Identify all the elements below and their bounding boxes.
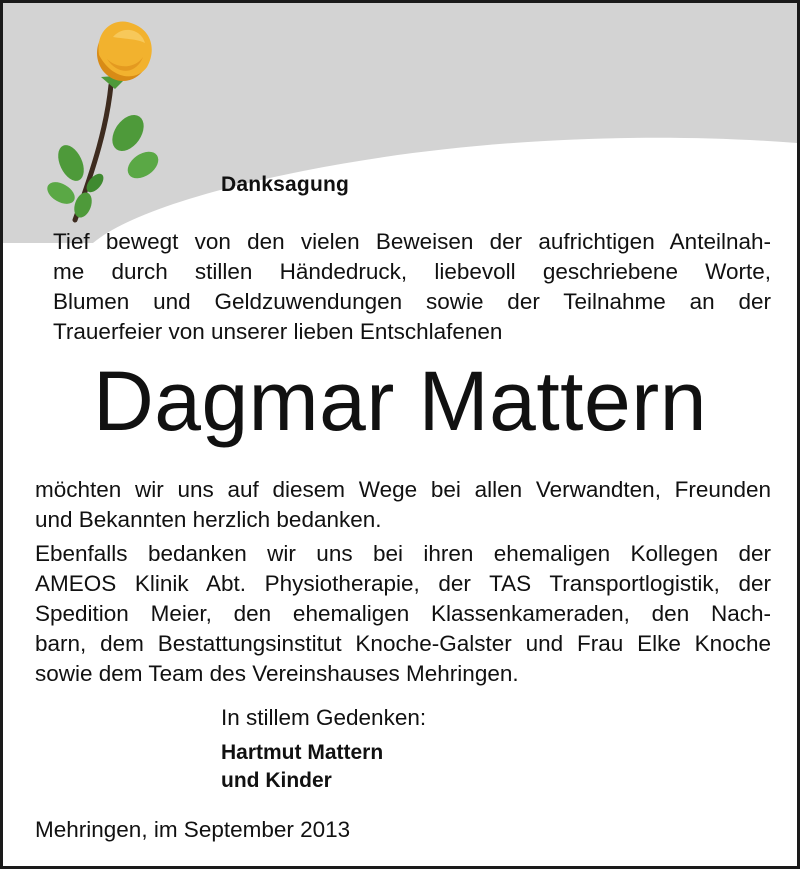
notice-heading: Danksagung [221,173,350,196]
thanks-line: sowie dem Team des Vereinshauses Mehringen. [35,661,519,686]
thanks-line: Spedition Meier, den ehemaligen Klassenkameraden, den Nach- [35,601,771,626]
thanks-line: barn, dem Bestattungsinstitut Knoche-Galster und Frau Elke Knoche [35,631,771,656]
signature-block [221,739,383,795]
thanks-paragraph [35,475,771,535]
place-date: Mehringen, im September 2013 [35,817,351,842]
thanks-line: AMEOS Klinik Abt. Physiotherapie, der TAS Transportlogistik, der [35,571,771,596]
deceased-name: Dagmar Mattern [93,354,707,448]
signature-name: Hartmut Mattern [221,741,384,764]
memory-line: In stillem Gedenken: [221,705,427,730]
intro-paragraph [53,227,771,347]
intro-line: Blumen und Geldzuwendungen sowie der Teilnahme an der [53,289,771,314]
rose-icon [33,15,173,230]
thanks-line: möchten wir uns auf diesem Wege bei allen Verwandten, Freunden [35,477,771,502]
thanks-line: und Bekannten herzlich bedanken. [35,507,382,532]
intro-line: me durch stillen Händedruck, liebevoll geschriebene Worte, [53,259,771,284]
intro-line: Tief bewegt von den vielen Beweisen der aufrichtigen Anteilnah- [53,229,771,254]
intro-line: Trauerfeier von unserer lieben Entschlafenen [53,319,503,344]
thanks-line: Ebenfalls bedanken wir uns bei ihren ehemaligen Kollegen der [35,541,771,566]
additional-thanks-paragraph [35,539,771,689]
signature-family: und Kinder [221,769,332,792]
